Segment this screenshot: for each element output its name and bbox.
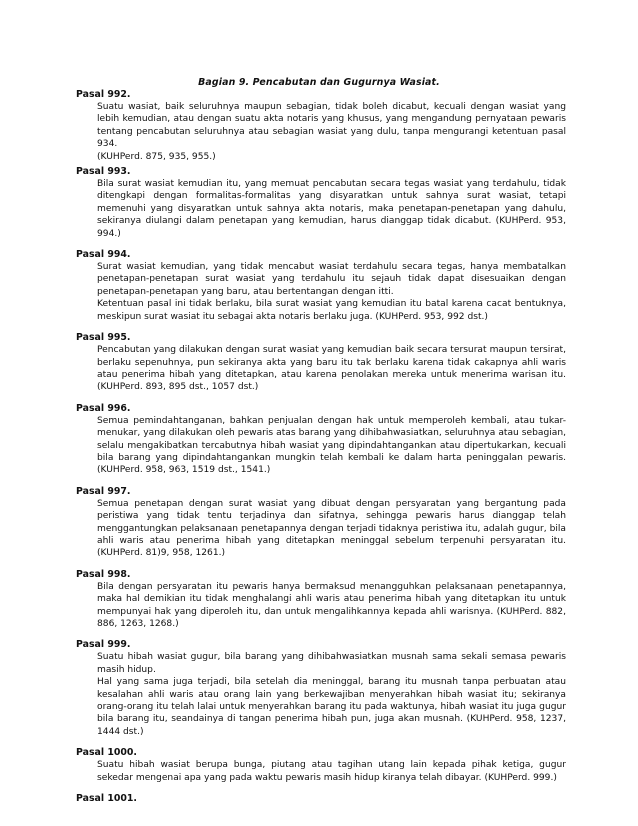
articles-list: [76, 89, 566, 814]
article-paragraph: Semua pemindahtanganan, bahkan penjualan dengan hak untuk memperoleh kembali, atau tukar-menukar, yang dilakukan oleh pewaris atas barang yang dihibahwasiatkan, seluruhnya atau sebagian, selalu mengakibatkan tercabutnya hibah wasiat yang dipindahtangankan atau dipertukarkan, kecuali bila barang yang dipindahtangankan mungkin telah kembali ke dalam harta peninggalan pewaris. (KUHPerd. 958, 963, 1519 dst., 1541.): [97, 415, 566, 476]
article-block: [76, 332, 566, 394]
article-paragraph: Suatu wasiat, baik seluruhnya maupun sebagian, tidak boleh dicabut, kecuali dengan wasiat yang lebih kemudian, atau dengan suatu akta notaris yang khusus, yang mengandung pernyataan pewaris tentang pencabutan seluruhnya atau sebagian wasiat yang dulu, tanpa mengurangi ketentuan pasal 934.: [97, 102, 566, 150]
section-heading: Bagian 9. Pencabutan dan Gugurnya Wasiat.: [198, 77, 440, 88]
article-title: Pasal 995.: [76, 332, 131, 344]
article-title: Pasal 997.: [76, 485, 131, 497]
article-block: [76, 747, 566, 784]
article-paragraph: Semua penetapan dengan surat wasiat yang dibuat dengan persyaratan yang bergantung pada peristiwa yang tidak tentu terjadinya dan sifatnya, sehingga pewaris harus dianggap telah menggantungkan pelaksanaan penetapannya dengan terjadi tidaknya peristiwa itu, adalah gugur, bila ahli waris atau penerima hibah yang ditetapkan meninggal sebelum terpenuhi persyaratan itu. (KUHPerd. 81)9, 958, 1261.): [97, 498, 566, 559]
article-block: [76, 793, 566, 805]
article-paragraph: Suatu hibah wasiat gugur, bila barang yang dihibahwasiatkan musnah sama sekali semasa pewaris masih hidup.: [97, 652, 566, 675]
article-paragraph: (KUHPerd. 875, 935, 955.): [97, 151, 216, 162]
article-title: Pasal 993.: [76, 166, 131, 178]
article-block: [76, 569, 566, 631]
article-title: Pasal 992.: [76, 89, 131, 100]
article-block: [76, 89, 566, 163]
article-title: Pasal 996.: [76, 402, 131, 414]
article-paragraph: Pencabutan yang dilakukan dengan surat wasiat yang kemudian baik secara tersurat maupun tersirat, berlaku sepenuhnya, pun sekiranya akta yang baru itu tak berlaku karena tidak cakapnya ahli waris atau penerima hibah yang ditetapkan, atau karena penolakan mereka untuk menerima warisan itu. (KUHPerd. 893, 895 dst., 1057 dst.): [97, 345, 566, 393]
article-block: [76, 249, 566, 323]
article-paragraph: Ketentuan pasal ini tidak berlaku, bila surat wasiat yang kemudian itu batal karena cacat bentuknya, meskipun surat wasiat itu sebagai akta notaris berlaku juga. (KUHPerd. 953, 992 dst.): [97, 299, 566, 322]
article-paragraph: Suatu hibah wasiat berupa bunga, piutang atau tagihan utang lain kepada pihak ketiga, gugur sekedar mengenai apa yang pada waktu pewaris masih hidup kiranya telah dibayar. (KUHPerd. 999.): [97, 760, 566, 783]
article-block: [76, 166, 566, 240]
article-title: Pasal 994.: [76, 249, 131, 261]
article-paragraph: Surat wasiat kemudian, yang tidak mencabut wasiat terdahulu secara tegas, hanya membatalkan penetapan-penetapan surat wasiat yang terdahulu itu sejauh tidak dapat disesuaikan dengan penetapan-penetapan yang baru, atau bertentangan dengan itti.: [97, 262, 566, 297]
article-block: [76, 403, 566, 477]
article-title: Pasal 999.: [76, 639, 131, 651]
article-title: Pasal 1001.: [76, 793, 137, 805]
article-title: Pasal 1000.: [76, 747, 137, 759]
article-paragraph: Bila dengan persyaratan itu pewaris hanya bermaksud menangguhkan pelaksanaan penetapannya, maka hal demikian itu tidak menghalangi ahli waris atau penerima hibah yang ditetapkan itu untuk mempunyai hak yang diperoleh itu, dan untuk mengalihkannya kepada ahli warisnya. (KUHPerd. 882, 886, 1263, 1268.): [97, 581, 566, 629]
article-paragraph: Hal yang sama juga terjadi, bila setelah dia meninggal, barang itu musnah tanpa perbuatan atau kesalahan ahli waris atau orang lain yang berkewajiban menyerahkan hibah wasiat itu; sekiranya orang-orang itu telah lalai untuk menyerahkan barang itu pada waktunya, hibah wasiat itu juga gugur bila barang itu, seandainya di tangan penerima hibah pun, juga akan musnah. (KUHPerd. 958, 1237, 1444 dst.): [97, 677, 566, 737]
article-paragraph: Bila surat wasiat kemudian itu, yang memuat pencabutan secara tegas wasiat yang terdahulu, tidak ditengkapi dengan formalitas-formalitas yang disyaratkan untuk sahnya surat wasiat, tetapi memenuhi yang disyaratkan untuk sahnya akta notaris, maka penetapan-penetapan yang dahulu, sekiranya diulangi dalam penetapan yang kemudian, harus dianggap tidak dicabut. (KUHPerd. 953, 994.): [97, 179, 566, 239]
article-block: [76, 486, 566, 560]
article-block: [76, 639, 566, 738]
article-title: Pasal 998.: [76, 568, 131, 580]
